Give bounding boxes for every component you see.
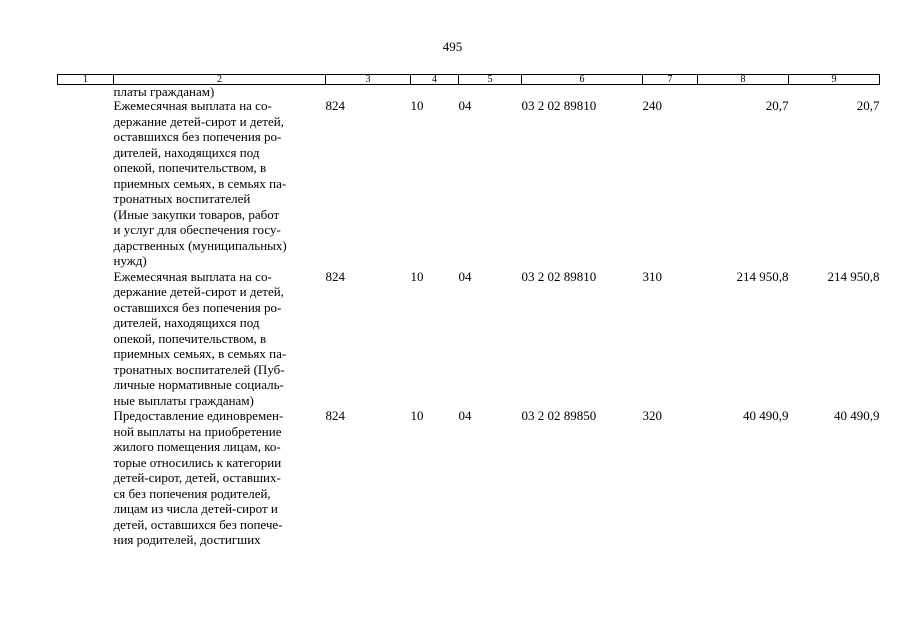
continuation-row (58, 85, 880, 99)
description-line: Предоставление единовремен- (113, 408, 284, 423)
description-line: держание детей-сирот и детей, (113, 113, 284, 129)
description-line: тронатных воспитателей (Пуб- (113, 361, 285, 377)
column-header: 4 (411, 75, 459, 85)
description-line: Ежемесячная выплата на со- (113, 268, 272, 284)
row-description (114, 98, 326, 269)
description-line: детей-сирот, детей, оставших- (113, 470, 281, 485)
column-header: 3 (326, 75, 411, 85)
row-description (114, 269, 326, 409)
description-line: детей, оставшихся без попече- (113, 516, 283, 532)
description-line: и услуг для обеспечения госу- (113, 222, 281, 237)
column-header: 9 (789, 75, 880, 85)
description-line: личные нормативные социаль- (113, 377, 284, 392)
description-line: опекой, попечительством, в (113, 160, 267, 175)
column-header: 6 (522, 75, 643, 85)
description-line: дителей, находящихся под (113, 144, 260, 160)
description-line: ния родителей, достигших (113, 532, 261, 547)
description-line: оставшихся без попечения ро- (113, 129, 282, 144)
description-line: приемных семьях, в семьях па- (113, 346, 287, 361)
column-number-header (58, 75, 880, 85)
target-article-code: 03 2 02 89850 (521, 408, 597, 423)
ministry-code: 824 (325, 408, 345, 423)
amount-col-9: 20,7 (856, 98, 880, 113)
amount-col-9: 214 950,8 (827, 268, 880, 284)
description-line: дителей, находящихся под (113, 315, 260, 330)
column-header: 2 (114, 75, 326, 85)
page-number: 495 (442, 39, 463, 54)
description-line: торые относились к категории (113, 454, 282, 470)
section-code: 10 (410, 408, 424, 423)
description-line: ной выплаты на приобретение (113, 423, 282, 439)
description-line: жилого помещения лицам, ко- (113, 439, 281, 454)
table-row (58, 98, 880, 269)
row-description (114, 408, 326, 548)
description-line: приемных семьях, в семьях па- (113, 175, 287, 191)
column-header: 5 (459, 75, 522, 85)
description-line: опекой, попечительством, в (113, 330, 267, 346)
column-header: 1 (58, 75, 114, 85)
subsection-code: 04 (458, 408, 472, 423)
table-row (58, 269, 880, 409)
column-header: 7 (643, 75, 698, 85)
description-line: ся без попечения родителей, (113, 485, 271, 501)
amount-col-9: 40 490,9 (834, 408, 880, 423)
description-line: держание детей-сирот и детей, (113, 284, 284, 299)
description-line: лицам из числа детей-сирот и (113, 501, 278, 516)
section-code: 10 (410, 98, 424, 113)
description-line: Ежемесячная выплата на со- (113, 98, 272, 113)
description-line: оставшихся без попечения ро- (113, 299, 282, 315)
target-article-code: 03 2 02 89810 (521, 268, 597, 284)
expense-type-code: 240 (642, 98, 662, 113)
amount-col-8: 40 490,9 (743, 408, 789, 423)
budget-table (57, 74, 880, 548)
amount-col-8: 20,7 (765, 98, 789, 113)
subsection-code: 04 (458, 98, 472, 113)
expense-type-code: 320 (642, 408, 662, 423)
expense-type-code: 310 (642, 268, 662, 284)
description-line: нужд) (113, 253, 147, 268)
section-code: 10 (410, 268, 424, 284)
table-row (58, 408, 880, 548)
description-line: дарственных (муниципальных) (113, 237, 287, 253)
description-line: тронатных воспитателей (113, 191, 251, 206)
continuation-text: платы гражданам) (113, 84, 215, 99)
amount-col-8: 214 950,8 (736, 268, 789, 284)
description-line: (Иные закупки товаров, работ (113, 206, 280, 222)
column-header: 8 (698, 75, 789, 85)
ministry-code: 824 (325, 98, 345, 113)
description-line: ные выплаты гражданам) (113, 392, 254, 408)
subsection-code: 04 (458, 268, 472, 284)
target-article-code: 03 2 02 89810 (521, 98, 597, 113)
ministry-code: 824 (325, 268, 345, 284)
